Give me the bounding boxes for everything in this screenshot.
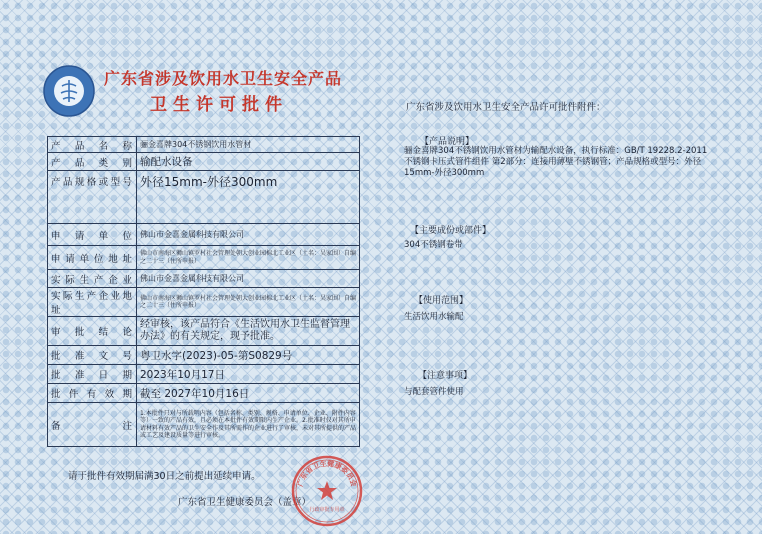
health-commission-emblem-icon xyxy=(42,64,96,118)
row-label: 产品规格或型号 xyxy=(48,171,137,224)
document-subtitle: 卫生许可批件 xyxy=(150,95,288,115)
row-label: 批准文号 xyxy=(48,346,137,365)
product-name-value: 骊金喜牌304不锈钢饮用水管材 xyxy=(137,137,360,153)
annex-section-heading: 【注意事项】 xyxy=(418,371,473,381)
validity-value: 截至 2027年10月16日 xyxy=(137,384,360,403)
table-row xyxy=(48,403,360,447)
applicant-value: 佛山市金喜金属科技有限公司 xyxy=(137,224,360,246)
product-category-value: 输配水设备 xyxy=(137,153,360,171)
applicant-address-value: 佛山市南海区狮山镇罗村社会管理处朝大创业园棉北工业区（土名：吴家围）自编之二十三（住所申报） xyxy=(137,246,360,270)
annex-section-heading: 【使用范围】 xyxy=(414,296,469,306)
product-spec-value: 外径15mm-外径300mm xyxy=(137,171,360,224)
row-label: 批件有效期 xyxy=(48,384,137,403)
row-label: 产品名称 xyxy=(48,137,137,153)
annex-title: 广东省涉及饮用水卫生安全产品许可批件附件： xyxy=(406,102,606,113)
approval-number-value: 粤卫水字(2023)-05-第S0829号 xyxy=(137,346,360,365)
annex-section-body: 与配套管件使用 xyxy=(404,387,464,397)
issuing-authority: 广东省卫生健康委员会（盖章） xyxy=(178,497,312,508)
renewal-note: 请于批件有效期届满30日之前提出延续申请。 xyxy=(68,471,261,482)
approval-date-value: 2023年10月17日 xyxy=(137,365,360,384)
annex-section-body: 生活饮用水输配 xyxy=(404,312,464,322)
row-label: 批准日期 xyxy=(48,365,137,384)
license-table xyxy=(47,136,360,447)
approval-conclusion-value: 经审核，该产品符合《生活饮用水卫生监督管理办法》的有关规定，现予批准。 xyxy=(137,317,360,346)
table-row xyxy=(48,365,360,384)
manufacturer-address-value: 佛山市南海区狮山镇罗村社会管理处朝大创业园棉北工业区（土名：吴家围）自编之二十三（住所申报） xyxy=(137,288,360,317)
row-label: 审批结论 xyxy=(48,317,137,346)
table-row xyxy=(48,137,360,153)
table-row xyxy=(48,246,360,270)
row-label: 申请单位地址 xyxy=(48,246,137,270)
row-label: 实际生产企业 xyxy=(48,270,137,288)
annex-section-heading: 【产品说明】 xyxy=(420,137,475,147)
table-row xyxy=(48,317,360,346)
document-title: 广东省涉及饮用水卫生安全产品 xyxy=(104,69,343,88)
seal-subtext: 行政审批专用章 xyxy=(309,507,345,513)
official-seal-icon xyxy=(290,454,364,528)
table-row xyxy=(48,384,360,403)
row-label: 申请单位 xyxy=(48,224,137,246)
annex-section-heading: 【主要成份或部件】 xyxy=(410,226,492,236)
table-row xyxy=(48,270,360,288)
table-row xyxy=(48,153,360,171)
annex-section-body: 304不锈钢卷带 xyxy=(404,240,463,250)
row-label: 备注 xyxy=(48,403,137,447)
seal-text: 广东省卫生健康委员会 xyxy=(296,459,358,488)
table-row xyxy=(48,224,360,246)
row-label: 产品类别 xyxy=(48,153,137,171)
table-row xyxy=(48,346,360,365)
annex-section-body: 骊金喜牌304不锈钢饮用水管材为输配水设备，执行标准：GB/T 19228.2-2011 不锈钢卡压式管件组件 第2部分：连接用薄壁不锈钢管；产品规格或型号：外径15mm-外径300mm xyxy=(404,146,708,178)
table-row xyxy=(48,171,360,224)
table-row xyxy=(48,288,360,317)
manufacturer-value: 佛山市金喜金属科技有限公司 xyxy=(137,270,360,288)
row-label: 实际生产企业地址 xyxy=(48,288,137,317)
remarks-value: 1.本批件只对与所载明内容（包括名称、类别、规格、申请单位、企业、附件内容等）一致的产品有效，且必须在本批件有效期限内生产企业。2.批准时仅对其所申请材料有效产品的卫生安全作及其所需作的企业进行了审核，未对其所提供的产品或工艺及建设质量等进行审核。 xyxy=(137,403,360,447)
